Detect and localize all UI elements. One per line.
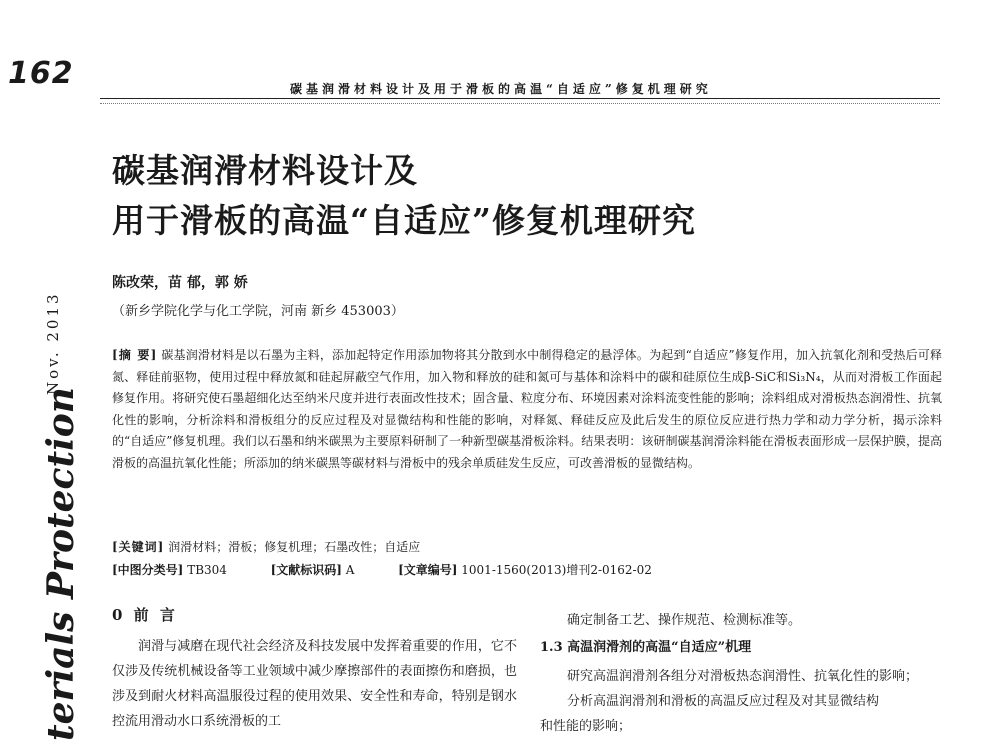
subsection-heading-1-3: 1.3 高温润滑剂的高温“自适应”机理 xyxy=(540,640,752,655)
side-journal-title: terials Protection xyxy=(40,387,82,741)
article-no-label: [文章编号] xyxy=(398,563,458,577)
right-col-line-a: 研究高温润滑剂各组分对滑板热态润滑性、抗氧化性的影响； xyxy=(567,669,919,684)
clc-value: TB304 xyxy=(187,563,227,577)
right-col-line-c: 和性能的影响； xyxy=(540,719,632,734)
title-line-2: 用于滑板的高温“自适应”修复机理研究 xyxy=(112,201,696,240)
header-rule xyxy=(100,98,940,99)
header-dotted-rule xyxy=(100,103,940,104)
side-date: Nov. 2013 xyxy=(44,291,62,395)
running-head: 碳基润滑材料设计及用于滑板的高温“自适应”修复机理研究 xyxy=(290,82,712,96)
abstract-text: 碳基润滑材料是以石墨为主料，添加起特定作用添加物将其分散到水中制得稳定的悬浮体。为起到“自适应”修复作用，加入抗氧化剂和受热后可释氮、释硅前驱物，使用过程中释放氮和硅起屏蔽空气作用，加入物和释放的硅和氮可与基体和涂料中的碳和硅原位生成β-SiC和Si₃N₄，从而对滑板工作面起修复作用。将研究使石墨超细化达至纳米尺度并进行表面改性技术；固含量、粒度分布、环境因素对涂料流变性能的影响；涂料组成对滑板热态润滑性、抗氧化性的影响，分析涂料和滑板组分的反应过程及对显微结构和性能的影响，对释氮、释硅反应及此后发生的原位反应进行热力学和动力学分析，揭示涂料的“自适应”修复机理。我们以石墨和纳米碳黑为主要原料研制了一种新型碳基滑板涂料。结果表明：该研制碳基润滑涂料能在滑板表面形成一层保护膜，提高滑板的高温抗氧化性能；所添加的纳米碳黑等碳材料与滑板中的残余单质硅发生反应，可改善滑板的显微结构。 xyxy=(112,348,942,470)
title-line-1: 碳基润滑材料设计及 xyxy=(112,151,418,190)
article-meta xyxy=(112,561,652,578)
right-col-line-top: 确定制备工艺、操作规范、检测标准等。 xyxy=(567,613,802,628)
doc-code-label: [文献标识码] xyxy=(270,563,342,577)
doc-code-value: A xyxy=(345,563,355,577)
intro-paragraph: 润滑与减磨在现代社会经济及科技发展中发挥着重要的作用，它不仅涉及传统机械设备等工业领域中减少摩擦部件的表面擦伤和磨损，也涉及到耐火材料高温服役过程的使用效果、安全性和寿命，特别是钢水控流用滑动水口系统滑板的工 xyxy=(112,639,517,729)
keywords xyxy=(112,538,420,555)
abstract-label: [摘 要] xyxy=(112,348,158,362)
intro-text xyxy=(112,634,517,734)
page-number: 162 xyxy=(8,56,74,91)
authors: 陈改荣，苗 郁，郭 娇 xyxy=(112,275,248,291)
section-heading-intro: 0 前 言 xyxy=(112,606,178,624)
article-no-value: 1001-1560(2013)增刊2-0162-02 xyxy=(461,563,652,577)
keywords-text: 润滑材料；滑板；修复机理；石墨改性；自适应 xyxy=(168,540,421,554)
right-col-line-b: 分析高温润滑剂和滑板的高温反应过程及对其显微结构 xyxy=(567,694,880,709)
clc-label: [中图分类号] xyxy=(112,563,184,577)
keywords-label: [关键词] xyxy=(112,540,165,554)
affiliation: （新乡学院化学与化工学院，河南 新乡 453003） xyxy=(112,304,404,319)
abstract xyxy=(112,345,942,474)
